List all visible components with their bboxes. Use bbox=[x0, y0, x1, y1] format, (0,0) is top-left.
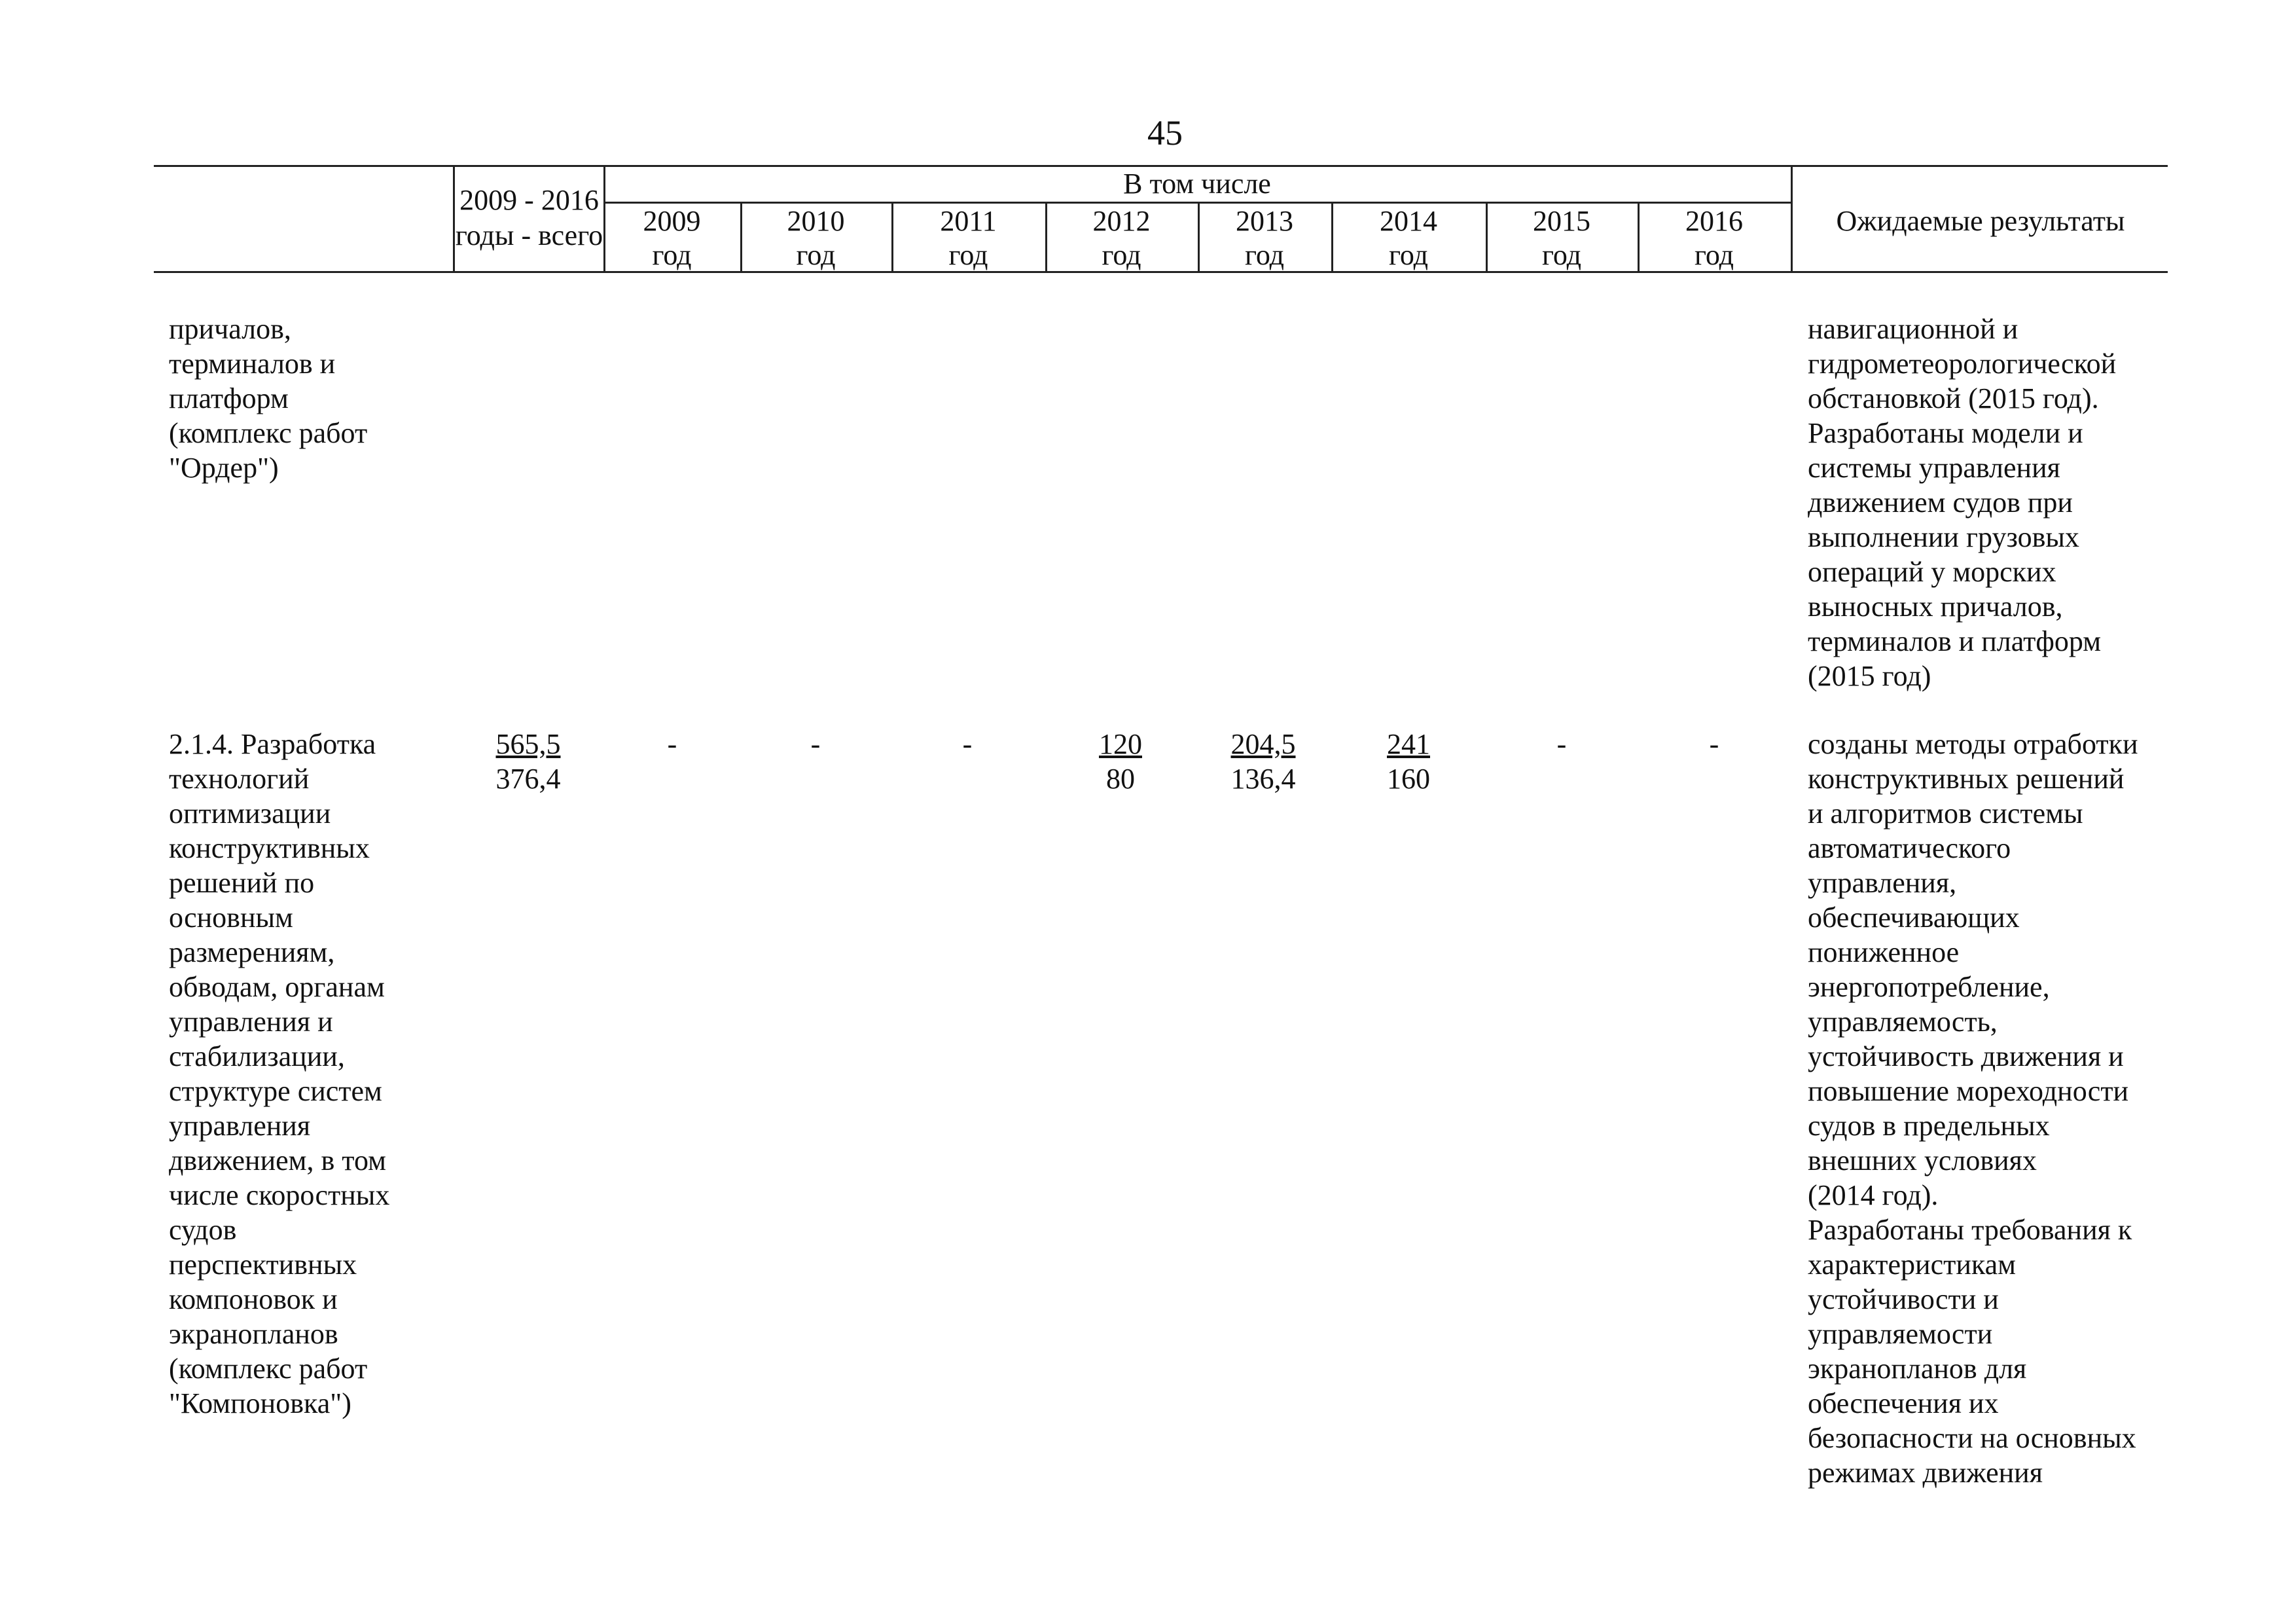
year-unit: год bbox=[652, 239, 692, 271]
col-divider bbox=[453, 165, 455, 271]
year-unit: год bbox=[796, 239, 836, 271]
year-value-top: 120 bbox=[1099, 728, 1142, 760]
subgroup-rule bbox=[603, 202, 1791, 204]
col-divider bbox=[1791, 165, 1793, 271]
year-value-bottom: 160 bbox=[1387, 763, 1430, 795]
total-value-bottom: 376,4 bbox=[495, 763, 561, 795]
total-header-label: годы - всего bbox=[455, 219, 603, 251]
year-value-top: - bbox=[810, 728, 821, 760]
row-name: 2.1.4. Разработка технологий оптимизации конструктивных решений по основным размерениям, обводам, органам управления и стабилизации, структуре систем управления движением, в том числе скоростных судов перспективных компоновок и экранопланов (комплекс работ "Компоновка") bbox=[169, 728, 390, 1419]
year-value-top: - bbox=[667, 728, 677, 760]
subgroup-header: В том числе bbox=[1123, 168, 1271, 200]
year-header-2009: 2009 bbox=[643, 205, 701, 237]
year-value-2016 bbox=[1649, 727, 1780, 761]
year-header-2012: 2012 bbox=[1092, 205, 1151, 237]
year-value-bottom: 80 bbox=[1106, 763, 1135, 795]
year-value-bottom: 136,4 bbox=[1230, 763, 1296, 795]
year-value-top: - bbox=[1556, 728, 1567, 760]
year-header-2015: 2015 bbox=[1533, 205, 1590, 237]
year-unit: год bbox=[948, 239, 988, 271]
year-value-top: - bbox=[1709, 728, 1719, 760]
year-value-2009 bbox=[607, 727, 738, 761]
year-header-2013: 2013 bbox=[1236, 205, 1293, 237]
year-unit: год bbox=[1541, 239, 1582, 271]
year-value-2012 bbox=[1055, 727, 1186, 796]
year-unit: год bbox=[1244, 239, 1285, 271]
results-header: Ожидаемые результаты bbox=[1836, 205, 2125, 237]
year-unit: год bbox=[1388, 239, 1429, 271]
year-value-top: - bbox=[962, 728, 973, 760]
year-value-2011 bbox=[902, 727, 1033, 761]
year-header-2014: 2014 bbox=[1380, 205, 1437, 237]
row-name: причалов, терминалов и платформ (комплекс работ "Ордер") bbox=[169, 313, 368, 484]
year-value-2014 bbox=[1343, 727, 1474, 796]
year-value-top: 241 bbox=[1387, 728, 1430, 760]
year-value-2015 bbox=[1496, 727, 1627, 761]
year-header-2010: 2010 bbox=[787, 205, 845, 237]
row-results: созданы методы отработки конструктивных решений и алгоритмов системы автоматического управления, обеспечивающих пониженное энергопотребление, управляемость, устойчивость движения и повышение мореходности судов в предельных внешних условиях (2014 год). Разработаны требования к характеристикам устойчивости и управляемости экранопланов для обеспечения их безопасности на основных режимах движения bbox=[1808, 728, 2138, 1489]
year-header-2016: 2016 bbox=[1685, 205, 1743, 237]
year-header-2011: 2011 bbox=[940, 205, 997, 237]
year-value-top: 204,5 bbox=[1230, 728, 1296, 760]
total-value bbox=[463, 727, 594, 796]
year-value-2010 bbox=[750, 727, 881, 761]
year-unit: год bbox=[1102, 239, 1141, 271]
year-unit: год bbox=[1694, 239, 1734, 271]
page-number: 45 bbox=[1147, 113, 1183, 153]
year-value-2013 bbox=[1198, 727, 1329, 796]
total-header-years: 2009 - 2016 bbox=[459, 184, 599, 216]
row-results: навигационной и гидрометеорологической обстановкой (2015 год). Разработаны модели и системы управления движением судов при выполнении грузовых операций у морских выносных причалов, терминалов и платформ (2015 год) bbox=[1808, 313, 2117, 692]
total-value-top: 565,5 bbox=[495, 728, 561, 760]
